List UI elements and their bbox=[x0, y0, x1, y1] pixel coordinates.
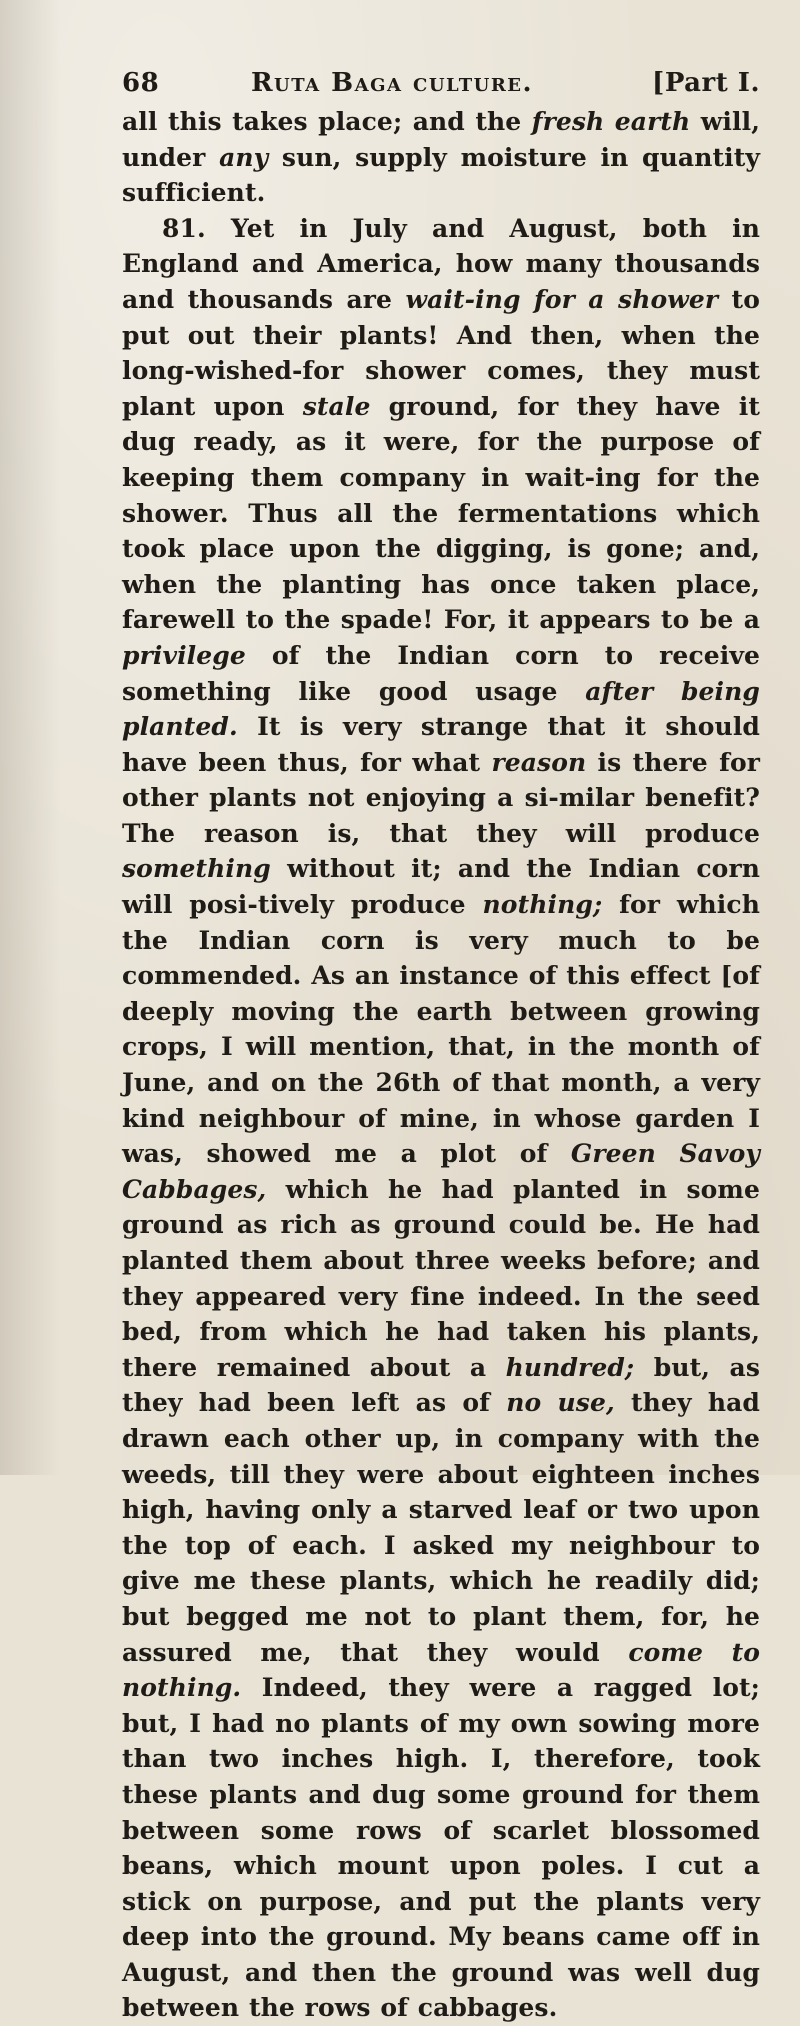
italic-text: nothing; bbox=[482, 890, 603, 920]
paragraph-continued: all this takes place; and the fresh earth will, under any sun, supply moisture in quantity sufficient. bbox=[122, 107, 760, 208]
italic-text: any bbox=[219, 142, 269, 172]
italic-text: fresh earth bbox=[531, 107, 691, 136]
italic-text: wait-ing for a shower bbox=[405, 284, 719, 314]
italic-text: after being planted. bbox=[122, 676, 760, 742]
page-number: 68 bbox=[122, 68, 160, 98]
italic-text: privilege bbox=[122, 640, 246, 670]
binding-gutter-shadow bbox=[0, 0, 60, 1475]
part-label: [Part I. bbox=[652, 68, 760, 98]
paragraph-number: 81. bbox=[162, 213, 206, 243]
italic-text: Green Savoy Cabbages, bbox=[122, 1139, 760, 1204]
paragraph-81-text: Yet in July and August, both in England and America, how many thousands and thousands are wait-ing for a shower to put out their plants! And then, when the long-wished-for shower comes, they must plant upon stale ground, for they have it dug ready, as it were, for the purpose of keeping them company in wait-ing for the shower. Thus all the fermentations which took place upon the digging, is gone; and, when the planting has once taken place, farewell to the spade! For, it appears to be a privilege of the Indian corn to receive something like good usage after being planted. It is very strange that it should have been thus, for what reason is there for other plants not enjoying a si-milar benefit? The reason is, that they will produce something without it; and the Indian corn will posi-tively produce nothing; for which the Indian corn is very much to be commended. As an instance of this effect [of deeply moving the earth between growing crops, I will mention, that, in the month of June, and on the 26th of that month, a very kind neighbour of mine, in whose garden I was, showed me a plot of Green Savoy Cabbages, which he had planted in some ground as rich as ground could be. He had planted them about three weeks before; and they appeared very fine indeed. In the seed bed, from which he had taken his plants, there remained about a hundred; but, as they had been left as of no use, they had drawn each other up, in company with the weeds, till they were about eighteen inches high, having only a starved leaf or two upon the top of each. I asked my neighbour to give me these plants, which he readily did; but begged me not to plant them, for, he assured me, that they would come to nothing. Indeed, they were a ragged lot; but, I had no plants of my own sowing more than two inches high. I, therefore, took these plants and dug some ground for them between some rows of scarlet blossomed beans, which mount upon poles. I cut a stick on purpose, and put the plants very deep into the ground. My beans came off in August, and then the ground was well dug between the rows of cabbages. bbox=[122, 213, 761, 2023]
italic-text: reason bbox=[491, 747, 587, 777]
italic-text: no use, bbox=[506, 1388, 615, 1418]
italic-text: hundred; bbox=[505, 1352, 635, 1382]
italic-text: something bbox=[122, 854, 271, 884]
italic-text: stale bbox=[302, 391, 371, 421]
running-head bbox=[122, 68, 760, 98]
paragraph-81 bbox=[122, 211, 760, 2026]
italic-text: come to nothing. bbox=[122, 1637, 760, 1703]
body-text bbox=[122, 104, 760, 2026]
running-title: Ruta Baga culture. bbox=[250, 68, 534, 98]
